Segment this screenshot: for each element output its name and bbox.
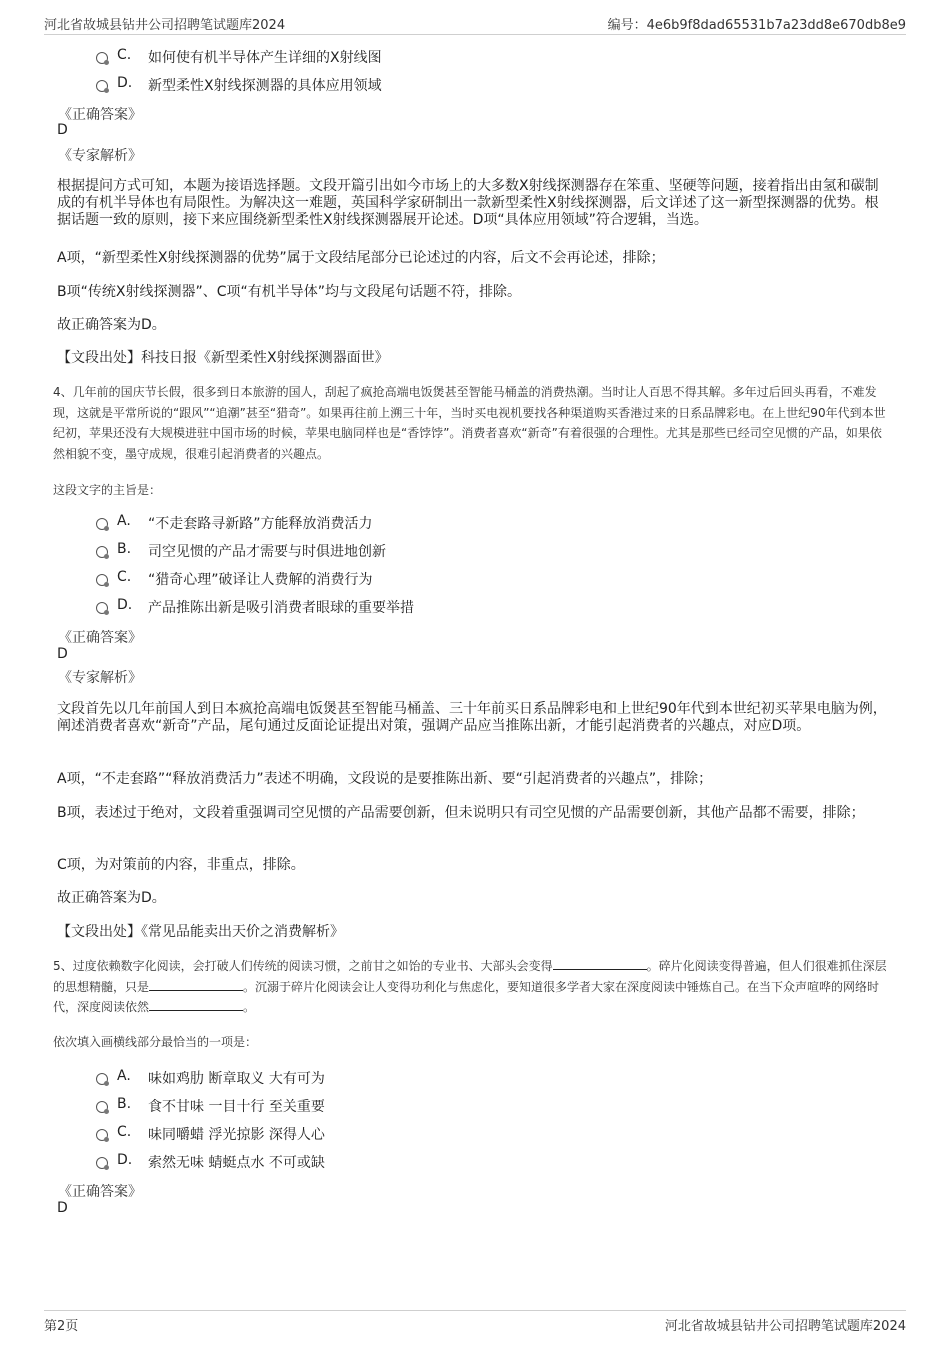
option-letter: A. [117, 513, 131, 529]
radio-icon[interactable] [96, 1157, 108, 1169]
option-letter: B. [117, 1096, 132, 1112]
radio-icon[interactable] [96, 80, 108, 92]
option-letter: C. [117, 1124, 132, 1140]
option-letter: C. [117, 569, 132, 585]
q3-analysis-label: 《专家解析》 [58, 148, 142, 164]
page-footer [44, 1310, 906, 1335]
option-letter: D. [117, 75, 133, 91]
q3-analysis-para-3: B项“传统X射线探测器”、C项“有机半导体”均与文段尾句话题不符，排除。 [57, 284, 521, 300]
page-number: 第2页 [44, 1319, 79, 1334]
radio-icon[interactable] [96, 602, 108, 614]
radio-icon[interactable] [96, 52, 108, 64]
q5-question-part-4: 。 [243, 1000, 256, 1014]
option-letter: B. [117, 541, 132, 557]
option-text: 如何使有机半导体产生详细的X射线图 [148, 50, 382, 66]
option-text: “猎奇心理”破译让人费解的消费行为 [148, 572, 373, 588]
q3-answer: D [57, 122, 68, 138]
option-letter: C. [117, 47, 132, 63]
q5-question [53, 956, 893, 1018]
q4-stem: 这段文字的主旨是： [53, 483, 162, 497]
q4-analysis-label: 《专家解析》 [58, 670, 142, 686]
q3-answer-label: 《正确答案》 [58, 107, 142, 123]
option-text: 味同嚼蜡 浮光掠影 深得人心 [148, 1127, 325, 1143]
q4-source: 【文段出处】《常见品能卖出天价之消费解析》 [57, 924, 344, 940]
header-code: 编号：4e6b9f8dad65531b7a23dd8e670db8e9 [607, 18, 906, 33]
q4-question: 4、几年前的国庆节长假，很多到日本旅游的国人，刮起了疯抢高端电饭煲甚至智能马桶盖的消费热潮。当时让人百思不得其解。多年过后回头再看，不难发现，这就是平常所说的“跟风”“追潮”甚至“猎奇”。如果再往前上溯三十年，当时买电视机要找各种渠道购买香港过来的日系品牌彩电。在上世纪90年代到本世纪初，苹果还没有大规模进驻中国市场的时候，苹果电脑同样也是“香饽饽”。消费者喜欢“新奇”有着很强的合理性。尤其是那些已经司空见惯的产品，如果依然相貌不变，墨守成规，很难引起消费者的兴趣点。 [53, 385, 886, 461]
q4-analysis-para-3: B项，表述过于绝对，文段着重强调司空见惯的产品需要创新，但未说明只有司空见惯的产品需要创新，其他产品都不需要，排除； [57, 805, 865, 821]
q3-analysis-para-1: 根据提问方式可知，本题为接语选择题。文段开篇引出如今市场上的大多数X射线探测器存在笨重、坚硬等问题，接着指出由氢和碳制成的有机半导体也有局限性。为解决这一难题，英国科学家研制出一款新型柔性X射线探测器，后文详述了这一新型探测器的优势。根据话题一致的原则，接下来应围绕新型柔性X射线探测器展开论述。D项“具体应用领域”符合逻辑，当选。 [57, 178, 879, 228]
footer-title: 河北省故城县钻井公司招聘笔试题库2024 [664, 1319, 906, 1334]
option-text: 产品推陈出新是吸引消费者眼球的重要举措 [148, 600, 414, 616]
option-letter: A. [117, 1068, 131, 1084]
q4-answer-label: 《正确答案》 [58, 630, 142, 646]
radio-icon[interactable] [96, 1101, 108, 1113]
fill-blank-2[interactable] [149, 980, 243, 991]
q3-source: 【文段出处】科技日报《新型柔性X射线探测器面世》 [57, 350, 389, 366]
q5-stem: 依次填入画横线部分最恰当的一项是： [53, 1035, 258, 1049]
q4-answer: D [57, 646, 68, 662]
q5-question-part-2: 。碎片化阅读变得普遍，但人们很难抓住深层的思想精髓，只是 [53, 959, 887, 994]
radio-icon[interactable] [96, 546, 108, 558]
option-text: 司空见惯的产品才需要与时俱进地创新 [148, 544, 386, 560]
option-text: 食不甘味 一目十行 至关重要 [148, 1099, 325, 1115]
header-title: 河北省故城县钻井公司招聘笔试题库2024 [44, 18, 286, 33]
q4-analysis-para-2: A项，“不走套路”“释放消费活力”表述不明确，文段说的是要推陈出新、要“引起消费者的兴趣点”，排除； [57, 771, 713, 787]
q4-analysis-conclusion: 故正确答案为D。 [57, 890, 166, 906]
option-text: “不走套路寻新路”方能释放消费活力 [148, 516, 373, 532]
q3-analysis-conclusion: 故正确答案为D。 [57, 317, 166, 333]
q5-answer: D [57, 1200, 68, 1216]
option-text: 味如鸡肋 断章取义 大有可为 [148, 1071, 325, 1087]
page-header [44, 14, 906, 35]
radio-icon[interactable] [96, 518, 108, 530]
radio-icon[interactable] [96, 1073, 108, 1085]
q5-question-part-1: 5、过度依赖数字化阅读，会打破人们传统的阅读习惯，之前甘之如饴的专业书、大部头会变得 [53, 959, 553, 973]
fill-blank-3[interactable] [149, 1000, 243, 1011]
q5-answer-label: 《正确答案》 [58, 1184, 142, 1200]
q5-question-part-3: 。沉溺于碎片化阅读会让人变得功利化与焦虑化，要知道很多学者大家在深度阅读中锤炼自己。在当下众声喧哗的网络时代，深度阅读依然 [53, 979, 880, 1014]
q3-analysis-para-2: A项，“新型柔性X射线探测器的优势”属于文段结尾部分已论述过的内容，后文不会再论述，排除； [57, 250, 665, 266]
option-letter: D. [117, 597, 133, 613]
option-letter: D. [117, 1152, 133, 1168]
fill-blank-1[interactable] [553, 959, 647, 970]
radio-icon[interactable] [96, 574, 108, 586]
radio-icon[interactable] [96, 1129, 108, 1141]
q4-analysis-para-1: 文段首先以几年前国人到日本疯抢高端电饭煲甚至智能马桶盖、三十年前买日系品牌彩电和上世纪90年代到本世纪初买苹果电脑为例，阐述消费者喜欢“新奇”产品，尾句通过反面论证提出对策，强调产品应当推陈出新，才能引起消费者的兴趣点，对应D项。 [57, 701, 887, 734]
option-text: 新型柔性X射线探测器的具体应用领域 [148, 78, 382, 94]
option-text: 索然无味 蜻蜓点水 不可或缺 [148, 1155, 325, 1171]
q4-analysis-para-4: C项，为对策前的内容，非重点，排除。 [57, 857, 305, 873]
